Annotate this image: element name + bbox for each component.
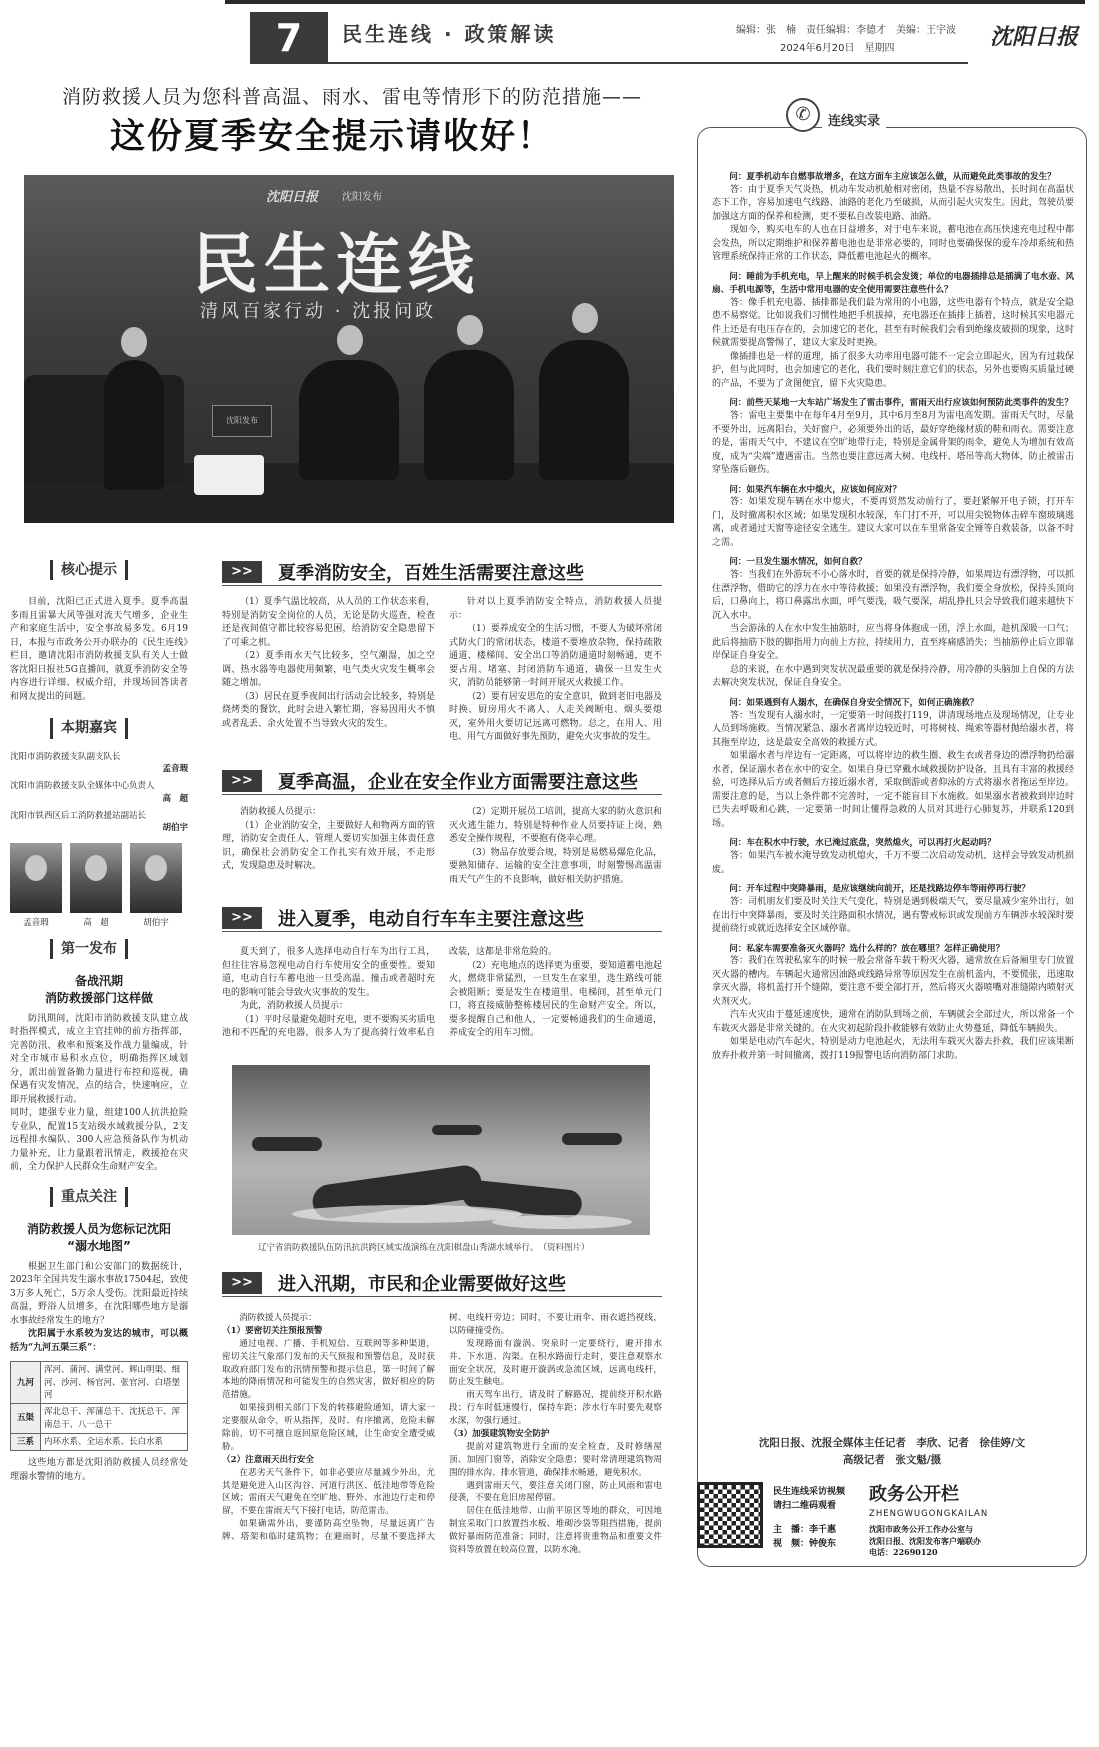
qr-code[interactable] (697, 1482, 763, 1548)
focus-head: 重点关注 (50, 1187, 128, 1207)
section-title: 进入夏季，电动自行车车主要注意这些 (278, 909, 584, 930)
guest-title: 沈阳市铁西区后工消防救援站副站长 (10, 810, 147, 821)
first-release-title: 备战汛期 消防救援部门这样做 (44, 974, 153, 1006)
gov-subtitle: ZHENGWUGONGKAILAN (869, 1509, 989, 1520)
rescue-boat (562, 1133, 622, 1145)
section-arrow: >> (222, 561, 262, 583)
host-figure (104, 360, 164, 490)
subhead: （3）加强建筑物安全防护 (449, 1429, 550, 1440)
rescue-boat (252, 1137, 322, 1151)
answer: 答：当我们在外游玩不小心落水时，首要的就是保持冷静，如果周边有漂浮物，可以抓住漂浮物，借助它的浮力在水中等待救援；如果没有漂浮物，我们要全身放松，保持头顶向后，口鼻向上，将口鼻露出水面，呼气要浅，吸气要深，胡乱挣扎只会导致我们越来越快下沉入水中。 (712, 570, 1074, 621)
section-rule (222, 931, 662, 932)
guest-face (25, 855, 47, 881)
qa-tag: 连线实录 (822, 113, 886, 132)
guest-photo (10, 843, 62, 913)
paragraph: （1）夏季气温比较高，从人员的工作状态来看，特别是消防安全岗位的人员，无论是防火巡查，检查还是夜间值守都比较容易犯困，给消防安全隐患留下了可乘之机。 (222, 597, 435, 648)
river-system: 五渠 (11, 1404, 41, 1434)
section-title: 夏季高温，企业在安全作业方面需要注意这些 (278, 772, 638, 793)
answer: 汽车火灾由于蔓延速度快，通常在消防队到场之前，车辆就会全部过火，所以常备一个车载灭火器是非常关键的。在火灾初起阶段扑救能够有效防止火势蔓延，降低车辆损失。 (712, 1010, 1074, 1034)
paragraph: （2）充电地点的选择更为重要，要知道蓄电池起火，燃烧非常猛烈，一旦发生在家里，选生路线可能会被阻断；要是发生在楼道里、电梯间，甚至单元门口，将直接威胁整栋楼居民的生命财产安全。所以，要多提醒自己和他人，一定要畅通我们的生命通道，养成安全的用车习惯。 (449, 960, 662, 1038)
guest-figure-1 (299, 360, 399, 480)
first-release-head: 第一发布 (50, 939, 128, 959)
paragraph: （2）定期开展员工培训，提高大家的防火意识和灭火逃生能力，特别是特种作业人员要持证上岗，熟悉安全操作规程，不要抱有侥幸心理。 (449, 807, 662, 844)
table-row (11, 1362, 188, 1404)
guest-head-2 (457, 315, 483, 345)
guest-entry (10, 751, 188, 777)
guest-photo (130, 843, 182, 913)
answer: 答：当发现有人溺水时，一定要第一时间拨打119，讲清现场地点及现场情况，让专业人员到场施救。当情况紧急、溺水者离岸边较近时，可将树枝、绳索等器材抛给溺水者，将其拖至岸边，这是最安全高效的救援方式。 (712, 710, 1074, 748)
river-names: 浑北总干、浑蒲总干、沈抚总干、浑南总干、八一总干 (41, 1404, 188, 1434)
paragraph: 提前对建筑物进行全面的安全检查，及时修缮屋顶、加固门窗等，消除安全隐患；要时常清理建筑物周围的排水沟、排水管道，确保排水畅通，避免积水。 (449, 1441, 662, 1478)
river-table (10, 1361, 188, 1451)
focus-tail: 这些地方都是沈阳消防救援人员经常处理溺水警情的地方。 (10, 1458, 188, 1482)
page-header (250, 12, 1080, 64)
guest-face (85, 855, 107, 881)
hero-brand: 沈阳日报 (266, 190, 319, 205)
answer: 像插排也是一样的道理，插了很多大功率用电器可能不一定会立即起火，因为有过载保护，但与此同时，也会加速它的老化，我们要时刻注意它们的状态，另外也要购买质量过硬的产品，不要为了贪图便宜，留下火灾隐患。 (712, 351, 1074, 389)
paragraph: 雨天驾车出行，请及时了解路况，提前绕开积水路段；行车时低速慢行，保持车距；涉水行车时要先观察水深，勿强行通过。 (449, 1390, 662, 1427)
answer: 答：雷电主要集中在每年4月至9月，其中6月至8月为雷电高发期。雷雨天气时，尽量不要外出，远离阳台，关好窗户，必须要外出的话，最好穿绝缘材质的鞋和雨衣。需要注意的是，雷雨天气中，不建议在空旷地带行走，特别是金属骨架的雨伞，避免人为增加有效高度，成为“尖端”遭遇雷击。当然也要注意远离大树、电线杆、塔吊等高大物体，防止被雷击穿坠落后砸伤。 (712, 411, 1074, 476)
hero-photo (24, 175, 674, 523)
answer: 当会游泳的人在水中发生抽筋时，应当将身体抱成一团，浮上水面，趁机深吸一口气；此后将抽筋下肢的脚指用力向前上方拉，持续用力，直至疼痛感消失；当抽筋停止后立即靠岸保证自身安全。 (712, 624, 1074, 662)
river-names: 内环水系、全运水系、长白水系 (41, 1433, 188, 1450)
question: 问：夏季机动车自燃事故增多，在这方面车主应该怎么做，从而避免此类事故的发生？ (729, 172, 1056, 182)
photo-caption: 辽宁省消防救援队伍防汛抗洪跨区域实战演练在沈阳棋盘山秀湖水域举行。 （资料图片） (258, 1243, 590, 1253)
paragraph: （3）居民在夏季夜间出行活动会比较多，特别是烧烤类的餐饮，此时会进入繁忙期，容易因用火不慎或者乱丢、余火处置不当导致火灾的发生。 (222, 691, 435, 729)
paragraph: （2）要有居安思危的安全意识，做到老旧电器及时换、厨房用火不离人、人走关阀断电、烟头要熄灭，室外用火要切记远离可燃物。总之，在用人、用电、用气方面做好事先预防，避免火灾事故的发生。 (449, 691, 662, 742)
guest-caption: 孟音瑕 (23, 918, 49, 929)
paragraph: 为此，消防救援人员提示： (240, 1001, 349, 1011)
section-arrow: >> (222, 907, 262, 929)
subhead: （2）注意雨天出行安全 (222, 1454, 314, 1465)
answer: 答：如果汽车被水淹导致发动机熄火，千万不要二次启动发动机，这样会导致发动机损废。 (712, 851, 1074, 875)
answer: 如果溺水者与岸边有一定距离，可以将岸边的救生圈、救生衣或者身边的漂浮物扔给溺水者，保证溺水者在水中的安全。如果自身已穿戴水域救援防护设备，且具有丰富的救援经验，可选择从后方或者侧后方接近溺水者，采取倒游或者仰泳的方式将溺水者拖运至岸边。需要注意的是，当以上条件都不完善时，一定不能盲目下水施救。如果溺水者被救到岸边时已失去呼吸和心跳，一定要第一时间让懂得急救的人员对其进行心肺复苏，并联系120到场。 (712, 751, 1074, 829)
question: 问：车在积水中行驶，水已淹过底盘，突然熄火，可以再打火起动吗？ (729, 838, 996, 849)
guest-title: 沈阳市消防救援支队副支队长 (10, 751, 121, 762)
question: 问：睡前为手机充电，早上醒来的时候手机会发烫；单位的电器插排总是插满了电水壶、风扇、手机电源等，生活中常用电器的安全使用需要注意些什么？ (712, 271, 1074, 295)
answer: 总的来说，在水中遇到突发状况最重要的就是保持冷静，用冷静的头脑加上自保的方法去解决突发状况，保证自身安全。 (712, 664, 1074, 689)
left-column (10, 560, 188, 1484)
guest-head-3 (572, 303, 598, 333)
paragraph: 居住在低洼地带、山前平原区等地的群众，可因地制宜采取门口放置挡水板、堆砌沙袋等阻挡措施，提前做好暴雨防范准备；同时，注意将贵重物品和重要文件资料等放置在较高位置，以防水淹。 (449, 1506, 662, 1556)
studio-table (194, 455, 264, 495)
question: 问：前些天某地一大车站广场发生了雷击事件，雷雨天出行应该如何预防此类事件的发生？ (729, 398, 1073, 409)
section-title: 夏季消防安全，百姓生活需要注意这些 (278, 563, 584, 584)
question: 问：如果汽车辆在水中熄火，应该如何应对？ (729, 484, 902, 495)
question: 问：如果遇到有人溺水，在确保自身安全情况下，如何正确施救？ (729, 697, 979, 708)
paragraph: 发现路面有漩涡、突泉时一定要绕行，避开排水井、下水道、沟渠。在积水路面行走时，要注意观察水面安全状况，及时避开漩涡或急流区域，远离电线杆，防止发生触电。 (449, 1338, 662, 1388)
paragraph: （3）物品存放要合规，特别是易燃易爆危化品，要熟知储存、运输的安全注意事项，时刻警惕高温雷雨天气产生的不良影响，做好相关防护措施。 (449, 847, 662, 885)
table-row (11, 1404, 188, 1434)
question: 问：一旦发生溺水情况，如何自救？ (729, 557, 867, 568)
answer: 答：司机朋友们要及时关注天气变化，特别是遇到极端天气，要尽量减少室外出行，如在出行中突降暴雨，要及时关注路面积水情况，遇有警戒标识或发现前方车辆涉水较深时要提前绕行或就近选择安全区域停靠。 (712, 897, 1074, 935)
river-system: 九河 (11, 1362, 41, 1404)
guest-name: 胡伯宇 (162, 823, 188, 834)
guest-face (145, 855, 167, 881)
guest-figure-3 (539, 340, 629, 480)
guest-name: 孟音瑕 (162, 764, 188, 775)
footer-staff: 主 播：李千惠 视 频：钟俊东 (773, 1525, 837, 1549)
section-arrow: >> (222, 770, 262, 792)
section-title: 进入汛期，市民和企业需要做好这些 (278, 1274, 566, 1295)
footer (697, 1478, 1087, 1568)
guest-name: 高 超 (162, 793, 188, 804)
guest-caption: 高 超 (83, 918, 109, 929)
byline: 沈阳日报、沈报全媒体主任记者 李欣、记者 徐佳婷/文 高级记者 张文魁/摄 (758, 1437, 1026, 1466)
rescue-boat (432, 1125, 482, 1135)
section-title: 民生连线 · 政策解读 (342, 22, 557, 46)
first-release-body: 防汛期间，沈阳市消防救援支队建立战时指挥模式，成立主官挂帅的前方指挥部，完善防汛、救率和预案及作战力量编成，针对全市城市易积水点位，明确指挥区域划分，派出前置备勤力量进行布控和巡视，确保遇有灾发情况，点的结合，快速响应，立即开展救援行动。 同时，建强专业力量，组建100人抗洪抢险专业队，配置15支站级水域救援分队，2支远程排水编队、300人应急预备队作为机动力量补充，让力量跟着汛情走，救援抢在灾前，全力保护人民群众生命财产安全。 (10, 1013, 188, 1173)
qa-list (712, 165, 1074, 1063)
wake (292, 1205, 522, 1223)
paragraph: （2）夏季雨水天气比较多，空气潮湿，加之空调、热水器等电器使用频繁，电气类火灾发生概率会随之增加。 (222, 651, 435, 688)
focus-title: 消防救援人员为您标记沈阳 “溺水地图” (26, 1222, 171, 1254)
guest-photo (70, 843, 122, 913)
section-rule (222, 1296, 662, 1297)
article-kicker: 消防救援人员为您科普高温、雨水、雷电等情形下的防范措施—— (62, 86, 643, 108)
section-4-head (222, 1272, 662, 1294)
phone-icon: ✆ (786, 98, 820, 132)
paper-logo: 沈阳日报 (990, 24, 1079, 50)
paragraph: 针对以上夏季消防安全特点，消防救援人员提示： (449, 597, 662, 621)
river-system: 三系 (11, 1433, 41, 1450)
paragraph: 如果接到相关部门下发的转移避险通知，请大家一定要服从命令，听从指挥，及时、有序撤离，危险未解除前，切不可擅自返回原危险区域，让生命安全遭受威胁。 (222, 1403, 435, 1452)
section-1-head (222, 561, 662, 583)
paragraph: 遇到雷雨天气，要注意关闭门窗，防止风雨和雷电侵袭，不要在危旧房屋停留。 (449, 1480, 662, 1504)
section-arrow: >> (222, 1272, 262, 1294)
answer: 如果是电动汽车起火，特别是动力电池起火，无法用车载灭火器去扑救，我们应该果断放弃扑救并第一时间撤离，拨打119报警电话向消防部门求助。 (712, 1037, 1074, 1061)
gov-brand (869, 1482, 1083, 1564)
issue-date: 2024年6月20日 星期四 (780, 43, 895, 54)
article-headline: 这份夏季安全提示请收好！ (110, 117, 555, 157)
guest-figure-2 (424, 350, 514, 480)
answer: 现如今，购买电车的人也在日益增多，对于电车来说，蓄电池在高压快速充电过程中都会发热，所以定期维护和保养蓄电池也是非常必要的，同时也要确保保的爱车冷却系统和热管理系统保持正常的工作状态，降低蓄电池起火的概率。 (712, 225, 1074, 263)
paragraph: 如果确需外出，要谨防高空坠物，尽量远离广告牌、塔架和临时建筑物；在避雨时，尽量不要选择大树、电线杆旁边；同时，不要让雨伞、雨衣遮挡视线，以防碰撞受伤。 (222, 1313, 662, 1543)
wake (492, 1215, 632, 1229)
section-3-body (222, 946, 662, 1058)
gov-title: 政务公开栏 (869, 1484, 959, 1505)
subhead: （1）要密切关注预报预警 (222, 1325, 323, 1336)
paragraph: （1）要养成安全的生活习惯，不要人为破坏常闭式防火门的常闭状态，楼道不要堆放杂物，保持疏散通道、楼梯间、安全出口等消防通道时刻畅通，更不要占用、堵塞、封闭消防车通道，确保一旦发生火灾，消防员能够第一时间开展灭火救援工作。 (449, 624, 662, 688)
paragraph: 通过电视、广播、手机短信、互联网等多种渠道，密切关注气象部门发布的天气预报和预警信息，及时获取政府部门发布的汛情预警和提示信息，第一时间了解本地的降雨情况和可能发生的自然灾害，做好相应的防范措施。 (222, 1338, 435, 1401)
paragraph: 夏天到了，很多人选择电动自行车为出行工具，但往往容易忽视电动自行车使用安全的重要性。要知道，电动自行车蓄电池一旦受高温、撞击或者超时充电的影响可能会导致火灾事故的发生。 (222, 947, 435, 998)
guest-caption: 胡伯宇 (143, 918, 169, 929)
paragraph: 消防救援人员提示： (239, 1313, 317, 1323)
drill-photo (232, 1065, 650, 1235)
section-2-head (222, 770, 662, 792)
host-head (121, 327, 147, 357)
river-names: 浑河、蒲河、满堂河、辉山明渠、细河、沙河、杨官河、张官河、白塔堡河 (41, 1362, 188, 1404)
guests-head: 本期嘉宾 (50, 718, 128, 738)
paragraph: （1）平时尽量避免超时充电，更不要购买劣质电池和不匹配的充电器，很多人为了提高骑行效率私自改装，这都是非常危险的。 (222, 947, 558, 1038)
hero-banner-sub: 清风百家行动 · 沈报问政 (200, 301, 437, 322)
guest-head-1 (337, 325, 363, 355)
question: 问：私家车需要准备灭火器吗？选什么样的？放在哪里？怎样正确使用？ (729, 943, 1005, 954)
top-rule (225, 0, 1085, 4)
hero-brand-2: 沈阳发布 (342, 192, 382, 203)
question: 问：开车过程中突降暴雨，是应该继续向前开，还是找路边停车等雨停再行驶？ (729, 884, 1030, 895)
section-4-body (222, 1312, 662, 1737)
guest-entry (10, 780, 188, 806)
answer: 答：由于夏季天气炎热，机动车发动机舱相对密闭，热量不容易散出，长时间在高温状态下工作，容易加速电气线路、油路的老化乃至破损，从而引起火灾发生。因此，驾驶员要加强这方面的保养和检测，更不要私自改装电路、油路。 (712, 184, 1074, 222)
core-body: 目前，沈阳已正式进入夏季。夏季高温多雨且雷暴大风等强对流天气增多，企业生产和家庭生活中，安全事故易多发。6月19日，本报与市政务公开办联办的《民生连线》栏目，邀请沈阳市消防救援支队有关人士做客沈阳日报社5G直播间，就夏季消防安全等内容进行详细、权威介绍，并现场回答读者和网友提出的问题。 (10, 597, 188, 702)
answer: 答：如果发现车辆在水中熄火，不要再贸然发动前行了，要赶紧解开电子锁，打开车门，及时撤离积水区域；如果发现积水较深，车门打不开，可以用尖锐物体击碎车窗玻璃逃离，或者通过天窗等途径安全逃生。建议大家可以在车里常备安全锤等自救装备，以备不时之需。 (712, 497, 1074, 548)
guest-list (10, 751, 188, 836)
section-rule (222, 585, 662, 586)
studio-sign: 沈阳发布 (212, 405, 272, 437)
header-rule (328, 62, 968, 64)
core-head: 核心提示 (50, 560, 128, 580)
guest-photos (10, 843, 188, 929)
section-1-body (222, 596, 662, 756)
section-rule (222, 794, 662, 795)
focus-body: 根据卫生部门和公安部门的数据统计，2023年全国共发生溺水事故17504起，致使3万多人死亡，5万余人受伤。沈阳最近持续高温，野浴人员增多，在沈阳哪些地方是溺水事故经常发生的地方？ (10, 1261, 188, 1326)
section-3-head (222, 907, 662, 929)
page-number: 7 (250, 12, 328, 64)
answer: 答：像手机充电器、插排都是我们最为常用的小电器，这些电器有个特点，就是安全隐患不易察觉。比如说我们习惯性地把手机拔掉，充电器还在插排上插着，这时候其实电器元件上还是有电压存在的，会加速它的老化，甚至有时候我们会看到绝缘皮破损的现象，这时候就需要提高警惕了，建议大家及时更换。 (712, 297, 1074, 349)
paragraph: （1）企业消防安全，主要做好人和物两方面的管理，消防安全责任人、管理人要切实加强主体责任意识，确保社会消防安全工作扎实有效开展，不走形式，发现隐患及时解决。 (222, 820, 435, 871)
paragraph: 在恶劣天气条件下，如非必要应尽量减少外出，尤其是避免进入山区沟谷、河道行洪区、低洼地带等危险区域；雷雨天气避免在空旷地、野外、水池边行走和停留，不要在雷雨天气下接打电话，防范雷击。 (222, 1467, 435, 1517)
section-2-body (222, 806, 662, 898)
table-row (11, 1433, 188, 1450)
qr-caption: 民生连线采访视频 请扫二维码观看 (773, 1487, 846, 1511)
guest-entry (10, 810, 188, 836)
paragraph: 消防救援人员提示： (240, 807, 322, 817)
guest-title: 沈阳市消防救援支队全媒体中心负责人 (10, 781, 155, 792)
answer: 答：我们在驾驶私家车的时候一般会常备车载干粉灭火器，通常放在后备厢里专门放置灭火器的槽内。车辆起火通常因油路或线路异常等原因发生在前机盖内，不要慌张，迅速取拿灭火器，将机盖打开个缝隙，要注意不要全部打开，然后将灭火器喷嘴对准缝隙内喷射灭火剂灭火。 (712, 956, 1074, 1007)
gov-info: 沈阳市政务公开工作办公室与 沈阳日报、沈阳发布客户端联办 电话：22690120 (869, 1524, 981, 1557)
hero-banner: 民生连线 (192, 226, 480, 303)
focus-bold: 沈阳属于水系较为发达的城市，可以概括为“九河五渠三系”： (10, 1329, 188, 1353)
editors-line: 编辑：张 楠 责任编辑：李德才 美编：王宇波 (736, 25, 956, 36)
